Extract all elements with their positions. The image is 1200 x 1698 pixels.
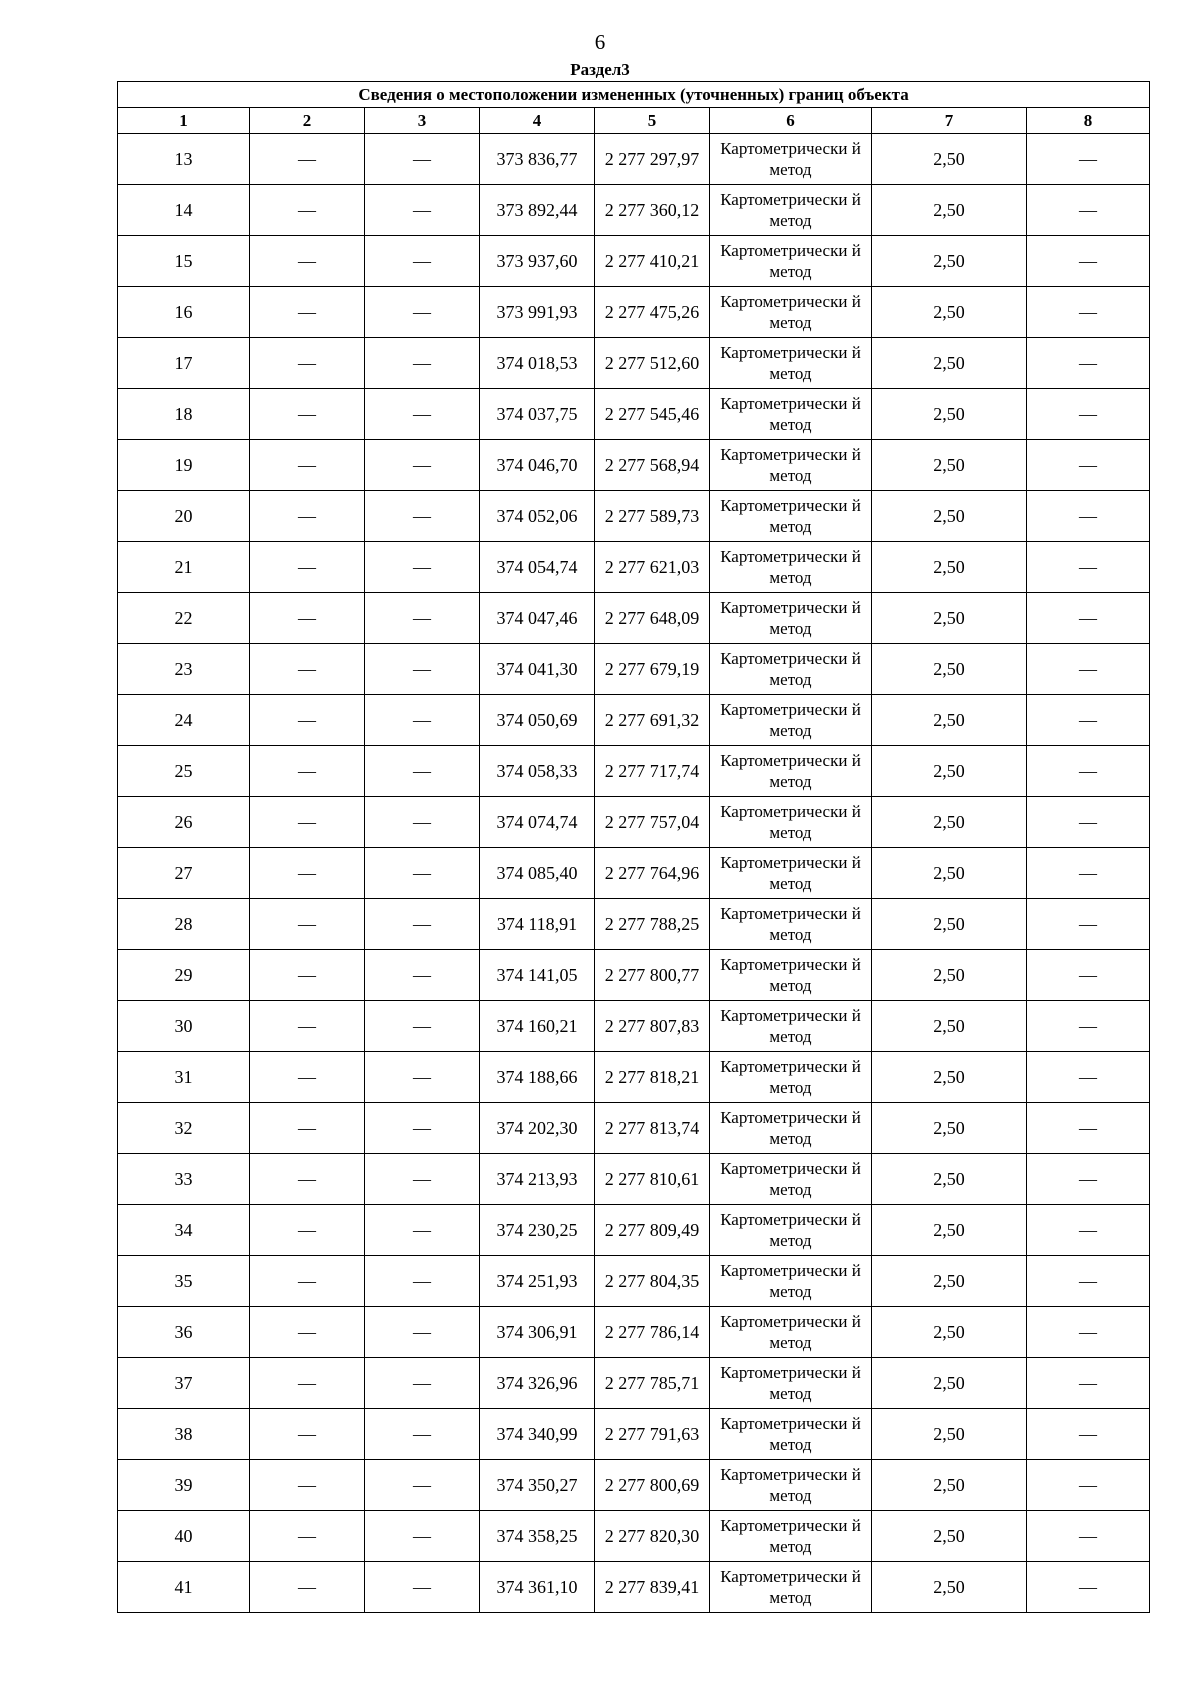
col2-value: —: [250, 491, 365, 542]
accuracy: 2,50: [872, 1307, 1027, 1358]
coord-x: 373 991,93: [480, 287, 595, 338]
column-number-8: 8: [1027, 108, 1150, 134]
point-number: 20: [118, 491, 250, 542]
method: Картометрически й метод: [710, 899, 872, 950]
accuracy: 2,50: [872, 1511, 1027, 1562]
coord-y: 2 277 839,41: [595, 1562, 710, 1613]
table-row: [118, 950, 1150, 1001]
coord-y: 2 277 691,32: [595, 695, 710, 746]
coord-x: 374 046,70: [480, 440, 595, 491]
coord-x: 374 340,99: [480, 1409, 595, 1460]
col3-value: —: [365, 1052, 480, 1103]
coord-y: 2 277 786,14: [595, 1307, 710, 1358]
column-number-2: 2: [250, 108, 365, 134]
col8-value: —: [1027, 1358, 1150, 1409]
col8-value: —: [1027, 593, 1150, 644]
point-number: 38: [118, 1409, 250, 1460]
column-number-5: 5: [595, 108, 710, 134]
accuracy: 2,50: [872, 134, 1027, 185]
col2-value: —: [250, 1460, 365, 1511]
table-row: [118, 1307, 1150, 1358]
point-number: 24: [118, 695, 250, 746]
method: Картометрически й метод: [710, 593, 872, 644]
col8-value: —: [1027, 848, 1150, 899]
col3-value: —: [365, 1256, 480, 1307]
col8-value: —: [1027, 440, 1150, 491]
col2-value: —: [250, 1562, 365, 1613]
accuracy: 2,50: [872, 287, 1027, 338]
col3-value: —: [365, 1103, 480, 1154]
col3-value: —: [365, 1154, 480, 1205]
coord-y: 2 277 297,97: [595, 134, 710, 185]
table-row: [118, 899, 1150, 950]
point-number: 26: [118, 797, 250, 848]
col8-value: —: [1027, 236, 1150, 287]
accuracy: 2,50: [872, 389, 1027, 440]
col8-value: —: [1027, 1103, 1150, 1154]
table-row: [118, 134, 1150, 185]
col2-value: —: [250, 1052, 365, 1103]
point-number: 33: [118, 1154, 250, 1205]
col2-value: —: [250, 797, 365, 848]
col8-value: —: [1027, 1154, 1150, 1205]
table-caption: Сведения о местоположении измененных (уточненных) границ объекта: [118, 82, 1150, 108]
accuracy: 2,50: [872, 695, 1027, 746]
col3-value: —: [365, 644, 480, 695]
coord-y: 2 277 360,12: [595, 185, 710, 236]
table-row: [118, 440, 1150, 491]
point-number: 15: [118, 236, 250, 287]
col3-value: —: [365, 389, 480, 440]
col2-value: —: [250, 1103, 365, 1154]
coord-x: 374 018,53: [480, 338, 595, 389]
accuracy: 2,50: [872, 491, 1027, 542]
coord-y: 2 277 717,74: [595, 746, 710, 797]
col3-value: —: [365, 746, 480, 797]
col2-value: —: [250, 134, 365, 185]
point-number: 39: [118, 1460, 250, 1511]
table-row: [118, 797, 1150, 848]
col2-value: —: [250, 848, 365, 899]
table-row: [118, 185, 1150, 236]
col3-value: —: [365, 134, 480, 185]
method: Картометрически й метод: [710, 236, 872, 287]
boundary-coordinates-table: [117, 81, 1150, 1613]
accuracy: 2,50: [872, 1052, 1027, 1103]
col3-value: —: [365, 1511, 480, 1562]
coord-x: 374 251,93: [480, 1256, 595, 1307]
col8-value: —: [1027, 695, 1150, 746]
col3-value: —: [365, 236, 480, 287]
coord-y: 2 277 589,73: [595, 491, 710, 542]
coord-y: 2 277 568,94: [595, 440, 710, 491]
accuracy: 2,50: [872, 1154, 1027, 1205]
coord-x: 374 074,74: [480, 797, 595, 848]
page-number: 6: [594, 30, 606, 54]
col8-value: —: [1027, 1460, 1150, 1511]
col3-value: —: [365, 287, 480, 338]
accuracy: 2,50: [872, 185, 1027, 236]
col2-value: —: [250, 899, 365, 950]
col8-value: —: [1027, 746, 1150, 797]
col8-value: —: [1027, 797, 1150, 848]
col2-value: —: [250, 338, 365, 389]
method: Картометрически й метод: [710, 797, 872, 848]
coord-x: 374 037,75: [480, 389, 595, 440]
coord-x: 374 306,91: [480, 1307, 595, 1358]
coord-x: 373 937,60: [480, 236, 595, 287]
table-row: [118, 287, 1150, 338]
point-number: 16: [118, 287, 250, 338]
col2-value: —: [250, 287, 365, 338]
col2-value: —: [250, 950, 365, 1001]
accuracy: 2,50: [872, 1103, 1027, 1154]
point-number: 28: [118, 899, 250, 950]
col2-value: —: [250, 1358, 365, 1409]
coord-x: 374 054,74: [480, 542, 595, 593]
method: Картометрически й метод: [710, 1307, 872, 1358]
col2-value: —: [250, 389, 365, 440]
col8-value: —: [1027, 389, 1150, 440]
coord-x: 374 118,91: [480, 899, 595, 950]
col3-value: —: [365, 1205, 480, 1256]
coord-y: 2 277 791,63: [595, 1409, 710, 1460]
method: Картометрически й метод: [710, 389, 872, 440]
coord-x: 373 892,44: [480, 185, 595, 236]
coord-y: 2 277 809,49: [595, 1205, 710, 1256]
point-number: 30: [118, 1001, 250, 1052]
col2-value: —: [250, 236, 365, 287]
col2-value: —: [250, 593, 365, 644]
accuracy: 2,50: [872, 1358, 1027, 1409]
coord-y: 2 277 807,83: [595, 1001, 710, 1052]
table-row: [118, 1562, 1150, 1613]
point-number: 27: [118, 848, 250, 899]
col3-value: —: [365, 848, 480, 899]
accuracy: 2,50: [872, 338, 1027, 389]
col2-value: —: [250, 1001, 365, 1052]
coord-y: 2 277 648,09: [595, 593, 710, 644]
method: Картометрически й метод: [710, 695, 872, 746]
table-row: [118, 1001, 1150, 1052]
table-row: [118, 593, 1150, 644]
coord-x: 374 350,27: [480, 1460, 595, 1511]
method: Картометрически й метод: [710, 491, 872, 542]
method: Картометрически й метод: [710, 542, 872, 593]
col8-value: —: [1027, 338, 1150, 389]
col3-value: —: [365, 1001, 480, 1052]
col8-value: —: [1027, 950, 1150, 1001]
coord-y: 2 277 813,74: [595, 1103, 710, 1154]
coord-x: 374 361,10: [480, 1562, 595, 1613]
column-number-row: [118, 108, 1150, 134]
coord-x: 374 326,96: [480, 1358, 595, 1409]
table-row: [118, 338, 1150, 389]
coord-x: 374 050,69: [480, 695, 595, 746]
table-row: [118, 1103, 1150, 1154]
table-row: [118, 491, 1150, 542]
coord-x: 374 230,25: [480, 1205, 595, 1256]
method: Картометрически й метод: [710, 1460, 872, 1511]
coord-y: 2 277 785,71: [595, 1358, 710, 1409]
coord-y: 2 277 820,30: [595, 1511, 710, 1562]
coord-x: 374 041,30: [480, 644, 595, 695]
col3-value: —: [365, 1460, 480, 1511]
table-row: [118, 236, 1150, 287]
coord-x: 374 047,46: [480, 593, 595, 644]
coord-y: 2 277 810,61: [595, 1154, 710, 1205]
col8-value: —: [1027, 1052, 1150, 1103]
col3-value: —: [365, 593, 480, 644]
table-row: [118, 1154, 1150, 1205]
coord-x: 374 202,30: [480, 1103, 595, 1154]
method: Картометрически й метод: [710, 1409, 872, 1460]
method: Картометрически й метод: [710, 848, 872, 899]
col2-value: —: [250, 1205, 365, 1256]
point-number: 29: [118, 950, 250, 1001]
coord-x: 374 213,93: [480, 1154, 595, 1205]
col8-value: —: [1027, 134, 1150, 185]
table-row: [118, 746, 1150, 797]
table-row: [118, 1358, 1150, 1409]
coord-x: 374 058,33: [480, 746, 595, 797]
point-number: 32: [118, 1103, 250, 1154]
point-number: 23: [118, 644, 250, 695]
coord-y: 2 277 757,04: [595, 797, 710, 848]
col8-value: —: [1027, 1562, 1150, 1613]
point-number: 40: [118, 1511, 250, 1562]
accuracy: 2,50: [872, 1256, 1027, 1307]
col8-value: —: [1027, 185, 1150, 236]
coord-y: 2 277 475,26: [595, 287, 710, 338]
col3-value: —: [365, 1358, 480, 1409]
point-number: 14: [118, 185, 250, 236]
section-title: Раздел3: [570, 60, 630, 79]
col2-value: —: [250, 1154, 365, 1205]
accuracy: 2,50: [872, 1001, 1027, 1052]
col8-value: —: [1027, 1307, 1150, 1358]
point-number: 36: [118, 1307, 250, 1358]
table-row: [118, 1052, 1150, 1103]
table-row: [118, 389, 1150, 440]
coord-y: 2 277 764,96: [595, 848, 710, 899]
accuracy: 2,50: [872, 797, 1027, 848]
accuracy: 2,50: [872, 950, 1027, 1001]
col3-value: —: [365, 338, 480, 389]
column-number-6: 6: [710, 108, 872, 134]
method: Картометрически й метод: [710, 746, 872, 797]
point-number: 21: [118, 542, 250, 593]
table-row: [118, 1511, 1150, 1562]
method: Картометрически й метод: [710, 287, 872, 338]
table-row: [118, 848, 1150, 899]
col3-value: —: [365, 695, 480, 746]
method: Картометрически й метод: [710, 1001, 872, 1052]
table-row: [118, 1409, 1150, 1460]
col8-value: —: [1027, 1511, 1150, 1562]
method: Картометрически й метод: [710, 185, 872, 236]
coord-y: 2 277 410,21: [595, 236, 710, 287]
col2-value: —: [250, 1256, 365, 1307]
point-number: 37: [118, 1358, 250, 1409]
col3-value: —: [365, 797, 480, 848]
method: Картометрически й метод: [710, 1511, 872, 1562]
table-caption-row: [118, 82, 1150, 108]
method: Картометрически й метод: [710, 134, 872, 185]
col3-value: —: [365, 1409, 480, 1460]
coord-x: 374 085,40: [480, 848, 595, 899]
col3-value: —: [365, 899, 480, 950]
point-number: 18: [118, 389, 250, 440]
method: Картометрически й метод: [710, 1358, 872, 1409]
col8-value: —: [1027, 542, 1150, 593]
coord-x: 374 052,06: [480, 491, 595, 542]
column-number-4: 4: [480, 108, 595, 134]
point-number: 17: [118, 338, 250, 389]
accuracy: 2,50: [872, 746, 1027, 797]
col2-value: —: [250, 644, 365, 695]
coord-x: 374 358,25: [480, 1511, 595, 1562]
method: Картометрически й метод: [710, 1154, 872, 1205]
col2-value: —: [250, 1511, 365, 1562]
coord-y: 2 277 788,25: [595, 899, 710, 950]
coord-y: 2 277 545,46: [595, 389, 710, 440]
method: Картометрически й метод: [710, 1205, 872, 1256]
column-number-1: 1: [118, 108, 250, 134]
column-number-3: 3: [365, 108, 480, 134]
accuracy: 2,50: [872, 1460, 1027, 1511]
col3-value: —: [365, 1307, 480, 1358]
col3-value: —: [365, 1562, 480, 1613]
method: Картометрически й метод: [710, 440, 872, 491]
col2-value: —: [250, 185, 365, 236]
col8-value: —: [1027, 1001, 1150, 1052]
table-row: [118, 1256, 1150, 1307]
table-row: [118, 695, 1150, 746]
col8-value: —: [1027, 1205, 1150, 1256]
accuracy: 2,50: [872, 1409, 1027, 1460]
coord-y: 2 277 512,60: [595, 338, 710, 389]
col2-value: —: [250, 746, 365, 797]
coord-y: 2 277 679,19: [595, 644, 710, 695]
accuracy: 2,50: [872, 236, 1027, 287]
accuracy: 2,50: [872, 593, 1027, 644]
coord-x: 374 160,21: [480, 1001, 595, 1052]
coord-x: 373 836,77: [480, 134, 595, 185]
col8-value: —: [1027, 1256, 1150, 1307]
point-number: 22: [118, 593, 250, 644]
coord-y: 2 277 818,21: [595, 1052, 710, 1103]
method: Картометрически й метод: [710, 1562, 872, 1613]
col8-value: —: [1027, 287, 1150, 338]
col3-value: —: [365, 542, 480, 593]
coord-y: 2 277 621,03: [595, 542, 710, 593]
point-number: 41: [118, 1562, 250, 1613]
col2-value: —: [250, 1409, 365, 1460]
accuracy: 2,50: [872, 542, 1027, 593]
point-number: 25: [118, 746, 250, 797]
coord-x: 374 141,05: [480, 950, 595, 1001]
col3-value: —: [365, 440, 480, 491]
col2-value: —: [250, 542, 365, 593]
point-number: 31: [118, 1052, 250, 1103]
coord-y: 2 277 800,77: [595, 950, 710, 1001]
point-number: 35: [118, 1256, 250, 1307]
col8-value: —: [1027, 491, 1150, 542]
method: Картометрически й метод: [710, 644, 872, 695]
method: Картометрически й метод: [710, 1103, 872, 1154]
col8-value: —: [1027, 1409, 1150, 1460]
table-row: [118, 644, 1150, 695]
col3-value: —: [365, 185, 480, 236]
coord-y: 2 277 804,35: [595, 1256, 710, 1307]
col3-value: —: [365, 491, 480, 542]
coord-y: 2 277 800,69: [595, 1460, 710, 1511]
method: Картометрически й метод: [710, 950, 872, 1001]
col8-value: —: [1027, 899, 1150, 950]
table-row: [118, 1205, 1150, 1256]
column-number-7: 7: [872, 108, 1027, 134]
col8-value: —: [1027, 644, 1150, 695]
table-row: [118, 542, 1150, 593]
accuracy: 2,50: [872, 848, 1027, 899]
col2-value: —: [250, 440, 365, 491]
col3-value: —: [365, 950, 480, 1001]
method: Картометрически й метод: [710, 1052, 872, 1103]
table-row: [118, 1460, 1150, 1511]
accuracy: 2,50: [872, 1562, 1027, 1613]
point-number: 19: [118, 440, 250, 491]
accuracy: 2,50: [872, 644, 1027, 695]
col2-value: —: [250, 695, 365, 746]
method: Картометрически й метод: [710, 1256, 872, 1307]
col2-value: —: [250, 1307, 365, 1358]
point-number: 13: [118, 134, 250, 185]
accuracy: 2,50: [872, 899, 1027, 950]
table-body: [118, 134, 1150, 1613]
method: Картометрически й метод: [710, 338, 872, 389]
accuracy: 2,50: [872, 1205, 1027, 1256]
coord-x: 374 188,66: [480, 1052, 595, 1103]
point-number: 34: [118, 1205, 250, 1256]
accuracy: 2,50: [872, 440, 1027, 491]
